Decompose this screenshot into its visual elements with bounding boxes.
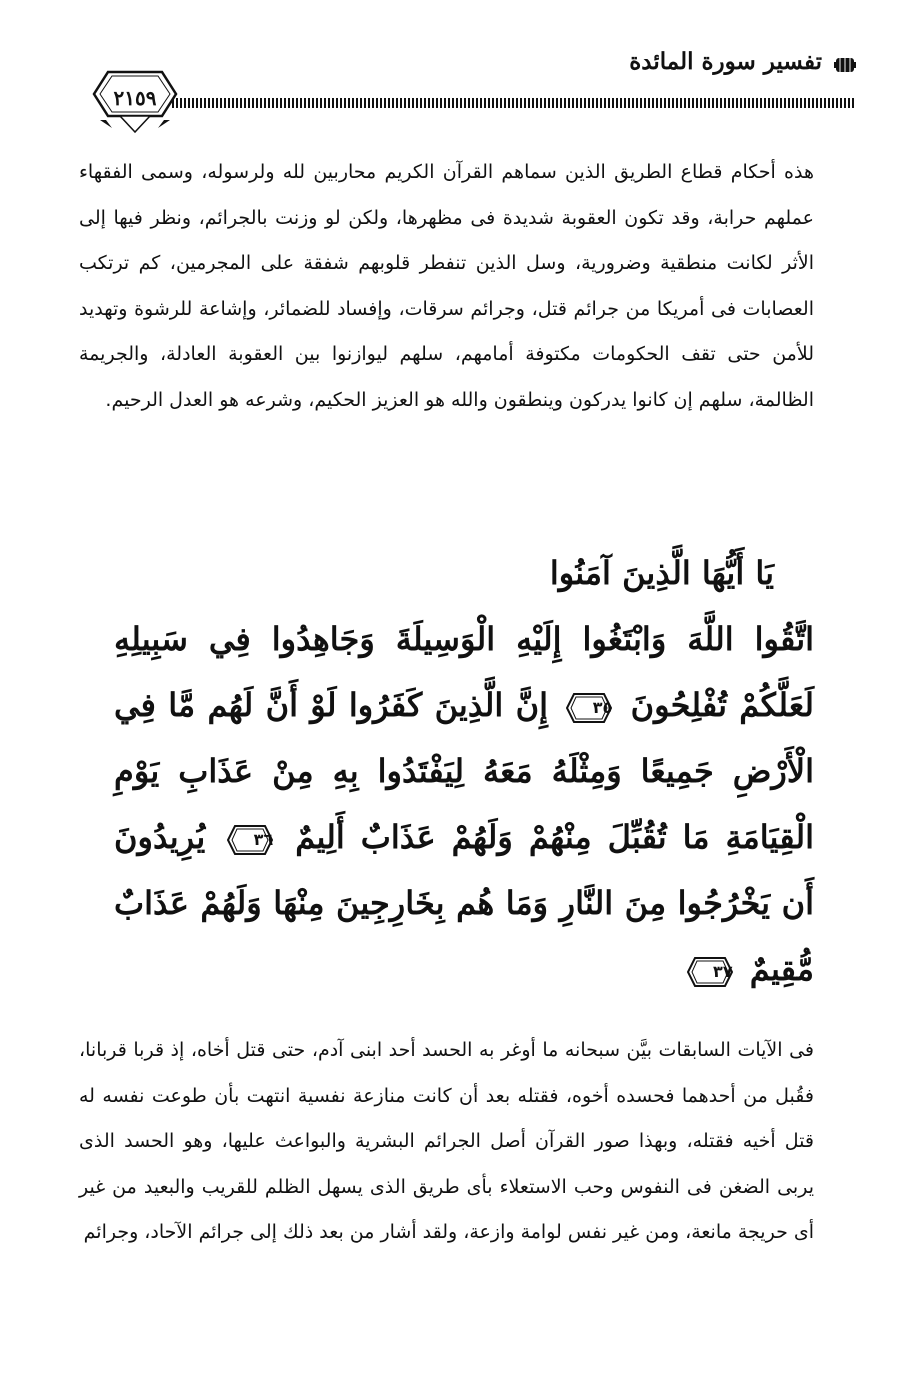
commentary-paragraph-2: فى الآيات السابقات بيَّن سبحانه ما أوغر به الحسد أحد ابنى آدم، حتى قتل أخاه، إذ قربا قربانا، فقُبل من أحدهما فحسده أخوه، فقتله بعد أن كانت منازعة نفسية انتهت بأن طوعت نفسه له قتل أخيه فقتله، وبهذا صور القرآن أصل الجرائم البشرية والبواعث عليها، وهو الحسد الذى يربى الضغن فى النفوس وحب الاستعلاء بأى طريق الذى يسهل الظلم للقريب والبعيد من غير أى حريجة مانعة، ومن غير نفس لوامة وازعة، ولقد أشار من بعد ذلك إلى جرائم الآحاد، وجرائم <box>79 1039 814 1243</box>
ayah-35-marker <box>566 692 612 724</box>
ayah-37-marker <box>687 956 733 988</box>
header-rule <box>172 98 854 108</box>
verse-opening: يَا أَيُّهَا الَّذِينَ آمَنُوا <box>549 554 774 592</box>
ayah-37-text: يُرِيدُونَ أَن يَخْرُجُوا مِنَ النَّارِ وَمَا هُم بِخَارِجِينَ مِنْهَا وَلَهُمْ عَذَابٌ مُّقِيمٌ <box>114 818 814 988</box>
page-number: ٢١٥٩ <box>113 86 157 110</box>
header-ornament-icon <box>834 54 856 76</box>
ayah-35-number: ٣٥ <box>592 697 613 717</box>
ayah-37-number: ٣٧ <box>713 961 733 981</box>
ayah-36-text: إِنَّ الَّذِينَ كَفَرُوا لَوْ أَنَّ لَهُم مَّا فِي الْأَرْضِ جَمِيعًا وَمِثْلَهُ مَعَهُ لِيَفْتَدُوا بِهِ مِنْ عَذَابِ يَوْمِ الْقِيَامَةِ مَا تُقُبِّلَ مِنْهُمْ وَلَهُمْ عَذَابٌ أَلِيمٌ <box>114 686 815 856</box>
quran-verse-block <box>114 540 814 1002</box>
running-header-title: تفسير سورة المائدة <box>629 48 822 75</box>
ayah-36-number: ٣٦ <box>253 829 274 849</box>
commentary-paragraph-1: هذه أحكام قطاع الطريق الذين سماهم القرآن الكريم محاربين لله ولرسوله، وسمى الفقهاء عملهم حرابة، وقد تكون العقوبة شديدة فى مظهرها، ولكن لو وزنت بالجرائم، ونظر فيها إلى الأثر لكانت منطقية وضرورية، وسل الذين تنفطر قلوبهم شفقة على المجرمين، كم ترتكب العصابات فى أمريكا من جرائم قتل، وجرائم سرقات، وإفساد للضمائر، وإشاعة للرشوة وتهديد للأمن حتى تقف الحكومات مكتوفة أمامهم، سلهم ليوازنوا بين العقوبة العادلة، والجريمة الظالمة، سلهم إن كانوا يدركون وينطقون والله هو العزيز الحكيم، وشرعه هو العدل الرحيم. <box>79 161 814 411</box>
ayah-36-marker <box>227 824 273 856</box>
ayah-35-text: اتَّقُوا اللَّهَ وَابْتَغُوا إِلَيْهِ الْوَسِيلَةَ وَجَاهِدُوا فِي سَبِيلِهِ لَعَلَّكُمْ تُفْلِحُونَ <box>114 620 815 724</box>
